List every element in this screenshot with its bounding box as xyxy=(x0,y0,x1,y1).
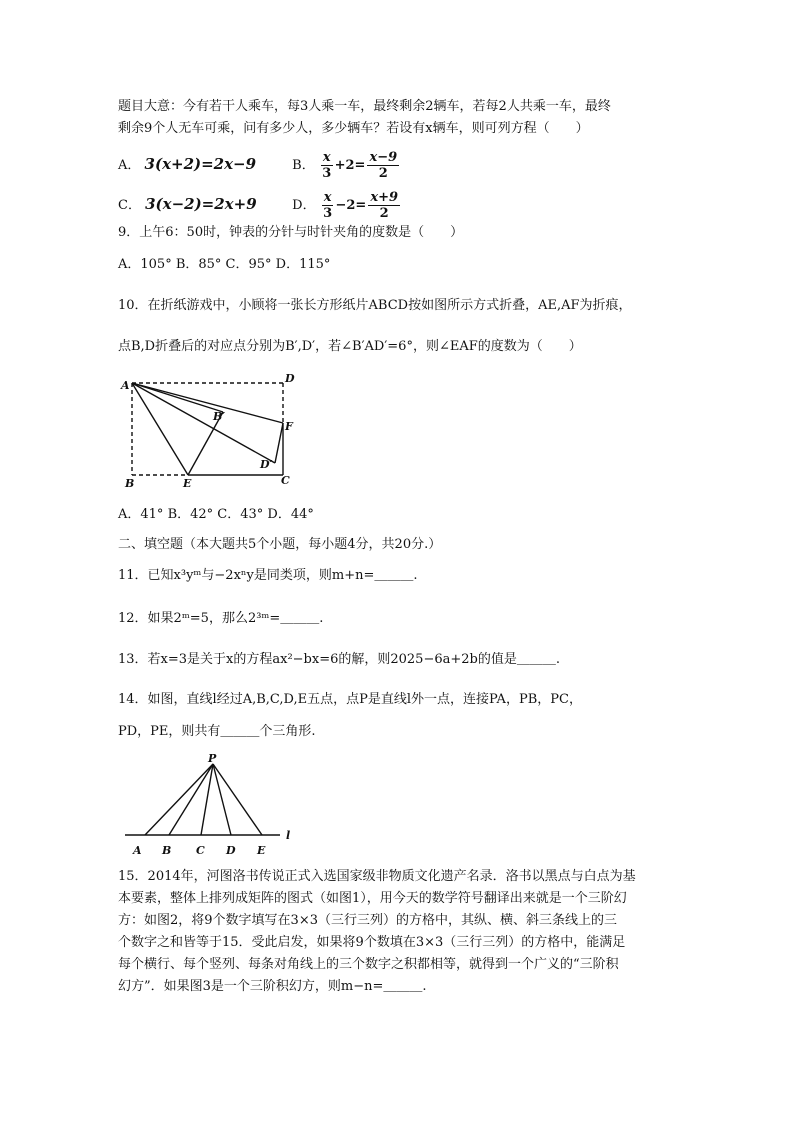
frac-numerator: x−9 xyxy=(369,150,398,165)
q8-option-c-label: C． xyxy=(118,198,141,213)
q8-option-d-frac2 xyxy=(368,190,400,221)
label-f: F xyxy=(285,420,293,433)
label-d-prime: D′ xyxy=(260,458,273,471)
q10-stem-line2: 点B,D折叠后的对应点分别为B′,D′，若∠B′AD′=6°，则∠EAF的度数为（ ） xyxy=(118,339,582,354)
label-b: B xyxy=(125,477,135,490)
q8-options-cd xyxy=(118,190,402,221)
q10-stem-line1: 10．在折纸游戏中，小顾将一张长方形纸片ABCD按如图所示方式折叠，AE,AF为折痕， xyxy=(118,298,632,313)
q15-line5: 每个横行、每个竖列、每条对角线上的三个数字之积都相等，就得到一个广义的“三阶积 xyxy=(118,957,619,972)
q9-stem: 9．上午6：50时，钟表的分针与时针夹角的度数是（ ） xyxy=(118,225,464,240)
q9-options: A．105° B．85° C．95° D．115° xyxy=(118,257,331,272)
label-e: E xyxy=(257,844,266,857)
q8-option-b-frac1 xyxy=(321,150,333,181)
q10-fold-figure xyxy=(115,370,305,492)
segment-pd xyxy=(213,764,231,835)
frac-denominator: 3 xyxy=(322,166,332,181)
q8-option-d-frac1 xyxy=(322,190,334,221)
label-c: C xyxy=(196,844,205,857)
label-b-prime: B′ xyxy=(213,410,226,423)
label-b: B xyxy=(162,844,172,857)
segment-pe xyxy=(213,764,262,835)
q14-stem-line2: PD，PE，则共有＿＿＿个三角形. xyxy=(118,724,316,739)
frac-denominator: 3 xyxy=(323,206,333,221)
q8-option-b-mid: +2= xyxy=(334,158,366,173)
q15-line3: 方：如图2，将9个数字填写在3×3（三行三列）的方格中，其纵、横、斜三条线上的三 xyxy=(118,913,617,928)
q11-text: 11．已知x³yᵐ与−2xⁿy是同类项，则m+n=＿＿＿. xyxy=(118,568,418,583)
label-a: A xyxy=(121,379,130,392)
q8-option-b-frac2 xyxy=(367,150,399,181)
segment-ab1 xyxy=(132,383,223,412)
label-a: A xyxy=(133,844,142,857)
label-c: C xyxy=(281,474,290,487)
fold-af xyxy=(132,383,283,423)
q12-text: 12．如果2ᵐ=5，那么2³ᵐ=＿＿＿. xyxy=(118,611,324,626)
q8-option-b-label: B． xyxy=(292,158,315,173)
section2-heading: 二、填空题（本大题共5个小题，每小题4分，共20分.） xyxy=(118,537,442,552)
segment-d1f xyxy=(275,423,283,463)
frac-numerator: x+9 xyxy=(370,190,399,205)
q8-stem-line1: 题目大意：今有若干人乘车，每3人乘一车，最终剩余2辆车，若每2人共乘一车，最终 xyxy=(118,99,611,114)
q8-option-a-label: A． xyxy=(118,158,141,173)
label-d: D xyxy=(226,844,236,857)
q15-line2: 本要素，整体上排列成矩阵的图式（如图1），用今天的数学符号翻译出来就是一个三阶幻 xyxy=(118,891,627,906)
q8-stem-line2: 剩余9个人无车可乘，问有多少人，多少辆车？若设有x辆车，则可列方程（ ） xyxy=(118,121,589,136)
q14-stem-line1: 14．如图，直线l经过A,B,C,D,E五点，点P是直线l外一点，连接PA，PB，PC， xyxy=(118,692,582,707)
frac-numerator: x xyxy=(323,190,332,205)
q15-line4: 个数字之和皆等于15．受此启发，如果将9个数填在3×3（三行三列）的方格中，能满足 xyxy=(118,935,626,950)
label-p: P xyxy=(208,752,217,765)
fold-ae xyxy=(132,383,188,475)
q8-option-c: 3(x−2)=2x+9 xyxy=(145,195,257,213)
q14-figure xyxy=(120,750,300,860)
label-e: E xyxy=(183,477,192,490)
label-d: D xyxy=(285,372,295,385)
segment-ad1 xyxy=(132,383,275,463)
q8-option-d-label: D． xyxy=(292,198,316,213)
frac-denominator: 2 xyxy=(379,206,389,221)
frac-numerator: x xyxy=(322,150,331,165)
label-l: l xyxy=(286,829,291,842)
q13-text: 13．若x=3是关于x的方程ax²−bx=6的解，则2025−6a+2b的值是＿＿＿. xyxy=(118,652,560,667)
q8-option-d-mid: −2= xyxy=(335,198,367,213)
q15-line1: 15．2014年，河图洛书传说正式入选国家级非物质文化遗产名录．洛书以黑点与白点为基 xyxy=(118,869,636,884)
q8-options-ab xyxy=(118,150,401,181)
q8-option-a: 3(x+2)=2x−9 xyxy=(144,155,257,173)
q10-options: A．41° B．42° C．43° D．44° xyxy=(118,507,314,522)
frac-denominator: 2 xyxy=(378,166,388,181)
q15-line6: 幻方”．如果图3是一个三阶积幻方，则m−n=＿＿＿. xyxy=(118,979,427,994)
